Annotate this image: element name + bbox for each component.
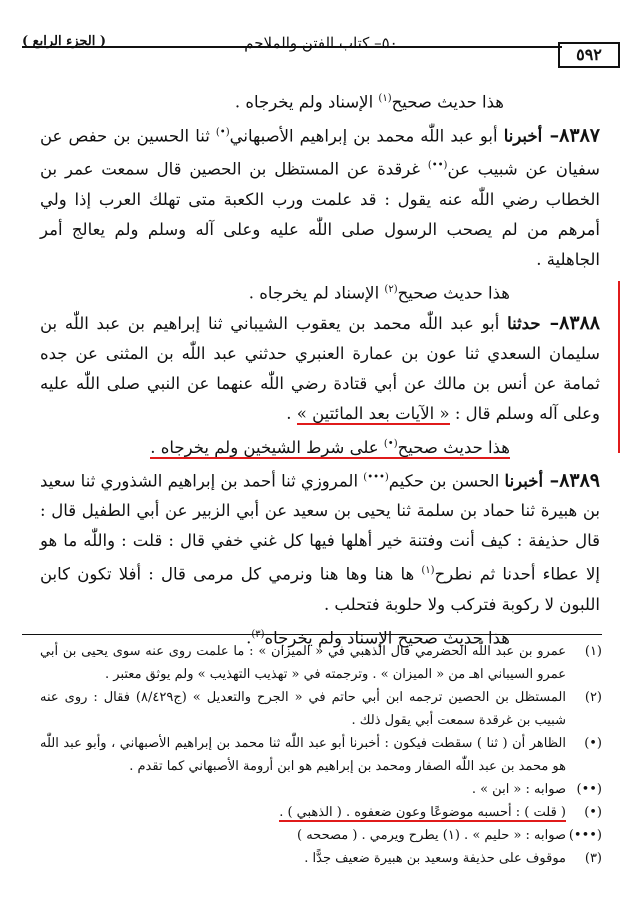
footnote-item: (١) عمرو بن عبد اللّٰه الحضرمي قال الذهبي في « الميزان » : ما علمت روى عنه سوى يحيى بن أبي عمرو السيباني اهـ من « الميزان » . وترجمته في « تهذيب التهذيب » ولم يوثق معتبر .: [40, 644, 602, 682]
hadith-number: ٨٣٨٩–: [543, 469, 601, 491]
hadith-8387: ٨٣٨٧– أخبرنا أبو عبد اللّٰه محمد بن إبراهيم الأصبهاني(•) ثنا الحسين بن حفص عن سفيان عن شبيب عن(••) غرقدة عن المستظل بن الحصين قال سمعت عمر بن الخطاب رضي اللّٰه عنه يقول : قد علمت ورب الكعبة متى تهلك العرب إذا ولي أمرهم من لم يصحب الرسول صلى اللّٰه عليه وعلى آله وسلم ولم يعالج أمر الجاهلية .: [40, 124, 600, 269]
footnote-ref: (٣): [251, 628, 265, 640]
highlighted-matn: « الآيات بعد المائتين »: [296, 404, 450, 423]
grading-line-1: هذا حديث صحيح$^{(١)}$ الإسناد ولم يخرجاه .: [234, 92, 504, 112]
footnote-item: (٣) موقوف على حذيفة وسعيد بن هبيرة ضعيف جدًّا .: [304, 851, 602, 866]
grading-line-2: هذا حديث صحيح$^{(٢)}$ الإسناد لم يخرجاه .: [248, 283, 510, 302]
volume-part-label: ( الجزء الرابع ): [22, 34, 107, 49]
footnote-item: (••) صوابه : « ابن » .: [471, 782, 602, 797]
hadith-8389: ٨٣٨٩– أخبرنا الحسن بن حكيم(•••) المروزي ثنا أحمد بن إبراهيم الشذوري ثنا سعيد بن هبيرة ثنا حماد بن سلمة ثنا يحيى بن سعيد عن أبي الزبير عن أبي الطفيل قال : قال حذيفة : كيف أنت وفتنة خير أهلها فيها كل غني خفي قال : قلت : واللّٰه ما هو إلا عطاء أحدنا ثم نطرح$^{(١)}$ ها هنا وها هنا ونرمي كل مرمى قال : أفلا تكون كابن اللبون لا ركوبة فتركب ولا حلوبة فتحلب .: [40, 469, 601, 614]
hadith-number: ٨٣٨٨–: [540, 312, 600, 334]
grading-line-4: هذا حديث صحيح الإسناد ولم يخرجاه$^{(٣)}$.: [246, 628, 510, 647]
chapter-title: ٥٠– كتاب الفتن والملاحم: [244, 34, 398, 52]
running-header: [22, 28, 620, 64]
hadith-number: ٨٣٨٧–: [542, 124, 600, 146]
footnote-item-highlighted: (•) ( قلت ) : أحسبه موضوعًا وعون ضعفوه . ( الذهبي ) .: [279, 805, 602, 820]
footnote-separator: [22, 634, 602, 635]
hadith-8388: ٨٣٨٨– حدثنا أبو عبد اللّٰه محمد بن يعقوب الشيباني ثنا إبراهيم بن عبد اللّٰه بن سليمان السعدي ثنا عون بن عمارة العنبري حدثني عبد اللّٰه بن المثنى عن جده ثمامة عن أنس بن مالك عن أبي قتادة رضي اللّٰه عنهما عن النبي صلى اللّٰه عليه وعلى آله وسلم قال : « الآيات بعد المائتين » .: [40, 312, 600, 423]
footnote-item: (•••) صوابه : « حليم » . (١) يطرح ويرمي . ( مصححه ): [297, 828, 602, 843]
footnote-ref: (••): [427, 160, 448, 171]
footnotes: [40, 640, 602, 870]
margin-highlight-bar: [618, 281, 620, 453]
footnote-item: (•) الظاهر أن ( ثنا ) سقطت فيكون : أخبرنا أبو عبد اللّٰه ثنا محمد بن إبراهيم الأصبهاني ، وأبو عبد اللّٰه هو محمد بن عبد اللّٰه الصفار ومحمد بن إبراهيم هو ابن أرومة الأصبهاني كما تقدم .: [40, 736, 602, 774]
grading-line-3: [40, 429, 600, 463]
page-number-box: ٥٩٢: [558, 42, 620, 68]
footnote-ref: (•••): [363, 471, 389, 483]
footnote-ref: (•): [383, 438, 398, 449]
footnote-ref: (•): [215, 126, 230, 138]
highlighted-grading: هذا حديث صحيح(•) على شرط الشيخين ولم يخرجاه .: [150, 437, 510, 457]
header-rule: [22, 46, 562, 48]
footnote-ref: (٢): [384, 283, 398, 295]
footnote-ref: (١): [378, 93, 392, 104]
footnote-ref: (١): [421, 565, 435, 576]
main-text: [40, 84, 600, 653]
footnote-item: (٢) المستظل بن الحصين ترجمه ابن أبي حاتم في « الجرح والتعديل » (ج٨/٤٢٩) فقال : روى عنه شبيب بن غرقدة سمعت أبي يقول ذلك .: [40, 690, 602, 728]
